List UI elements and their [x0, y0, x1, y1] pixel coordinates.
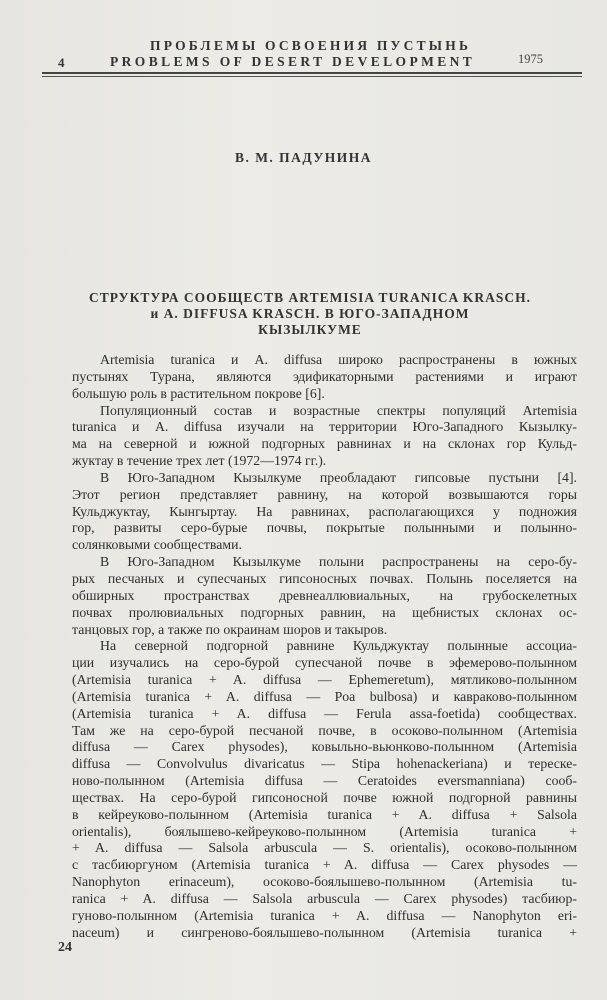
body-line: солянковыми сообществами.	[72, 537, 242, 553]
article-title-line: КЫЗЫЛКУМЕ	[258, 322, 362, 337]
body-line: Там же на серо-бурой песчаной почве, в осоково-полынном (Artemisia	[72, 722, 577, 738]
body-line: танцовых гор, а также по окраинам шоров и такыров.	[72, 621, 388, 637]
body-line: ranica + A. diffusa — Salsola arbuscula — Carex physodes) тасбиюр-	[72, 891, 577, 906]
body-line: с тасбиюргуном (Artemisia turanica + A. diffusa — Carex physodes —	[72, 857, 577, 873]
body-line: ма на северной и южной подгорных равнинах и на склонах гор Кульд-	[72, 436, 577, 452]
body-line: diffusa — Carex physodes), ковыльно-вьюнково-полынном (Artemisia	[72, 739, 577, 755]
body-line: naceum) и сингреново-боялышево-полынном (Artemisia turanica +	[72, 924, 577, 940]
header-rule-thin	[42, 76, 582, 77]
article-body	[72, 352, 577, 942]
body-line: большую роль в растительном покрове [6].	[72, 385, 325, 401]
header-rule	[42, 72, 582, 74]
body-line: почвах пролювиальных подгорных равнин, на щебнистых склонах ос-	[72, 604, 577, 620]
body-line: Популяционный состав и возрастные спектры популяций Artemisia	[100, 402, 577, 418]
body-line: Nanophyton erinaceum), осоково-боялышево-полынном (Artemisia tu-	[72, 874, 577, 890]
article-title-line: и A. DIFFUSA KRASCH. В ЮГО-ЗАПАДНОМ	[150, 306, 470, 321]
body-line: ществах. На серо-бурой гипсоносной почве южной подгорной равнины	[72, 789, 577, 805]
body-line: гор, развиты серо-бурые почвы, покрытые полынными и полынно-	[72, 520, 577, 536]
body-line: в кейреуково-полынном (Artemisia turanica + A. diffusa + Salsola	[72, 806, 577, 822]
body-line: В Юго-Западном Кызылкуме преобладают гипсовые пустыни [4].	[100, 469, 577, 485]
body-line: В Юго-Западном Кызылкуме полыни распространены на серо-бу-	[100, 554, 577, 570]
body-line: + A. diffusa — Salsola arbuscula — S. orientalis), осоково-полынном	[72, 840, 577, 856]
issue-number: 4	[58, 55, 65, 70]
journal-title-en: PROBLEMS OF DESERT DEVELOPMENT	[110, 54, 476, 69]
body-line: Этот регион представляет равнину, на которой возвышаются горы	[72, 486, 577, 502]
body-line: diffusa — Convolvulus divaricatus — Stipa hohenackeriana) и тереске-	[72, 756, 577, 772]
article-author: В. М. ПАДУНИНА	[234, 150, 373, 165]
body-line: рых песчаных и супесчаных гипсоносных почвах. Полынь поселяется на	[72, 570, 577, 586]
body-line: обширных пространствах древнеаллювиальных, на грубоскелетных	[72, 587, 577, 603]
body-line: turanica и A. diffusa изучали на территории Юго-Западного Кызылку-	[72, 419, 577, 435]
body-line: (Artemisia turanica + A. diffusa — Ferula assa-foetida) сообществах.	[72, 705, 577, 721]
body-line: (Artemisia turanica + A. diffusa — Poa bulbosa) и кавраково-полынном	[72, 688, 577, 704]
journal-title-ru: ПРОБЛЕМЫ ОСВОЕНИЯ ПУСТЫНЬ	[150, 38, 472, 53]
body-line: Artemisia turanica и A. diffusa широко распространены в южных	[100, 352, 577, 367]
article-title-line: СТРУКТУРА СООБЩЕСТВ ARTEMISIA TURANICA KRASCH.	[89, 290, 531, 305]
body-line: На северной подгорной равнине Кульджуктау полынные ассоциа-	[100, 638, 577, 654]
body-line: (Artemisia turanica + A. diffusa — Ephemeretum), мятликово-полынном	[72, 672, 577, 688]
body-line: ново-полынном (Artemisia diffusa — Ceratoides eversmanniana) сооб-	[72, 773, 577, 789]
body-line: пустынях Турана, являются эдификаторными растениями и играют	[72, 368, 577, 384]
body-line: orientalis), боялышево-кейреуково-полынном (Artemisia turanica +	[72, 823, 577, 839]
journal-year: 1975	[518, 52, 543, 66]
body-line: жуктау в течение трех лет (1972—1974 гг.).	[72, 453, 327, 469]
body-line: гуново-полынном (Artemisia turanica + A. diffusa — Nanophyton eri-	[72, 907, 577, 923]
body-line: Кульджуктау, Кынгыртау. На равнинах, располагающихся у подножия	[72, 503, 577, 519]
page-number: 24	[58, 940, 72, 955]
body-line: ции изучались на серо-бурой супесчаной почве в эфемерово-полынном	[72, 655, 577, 671]
